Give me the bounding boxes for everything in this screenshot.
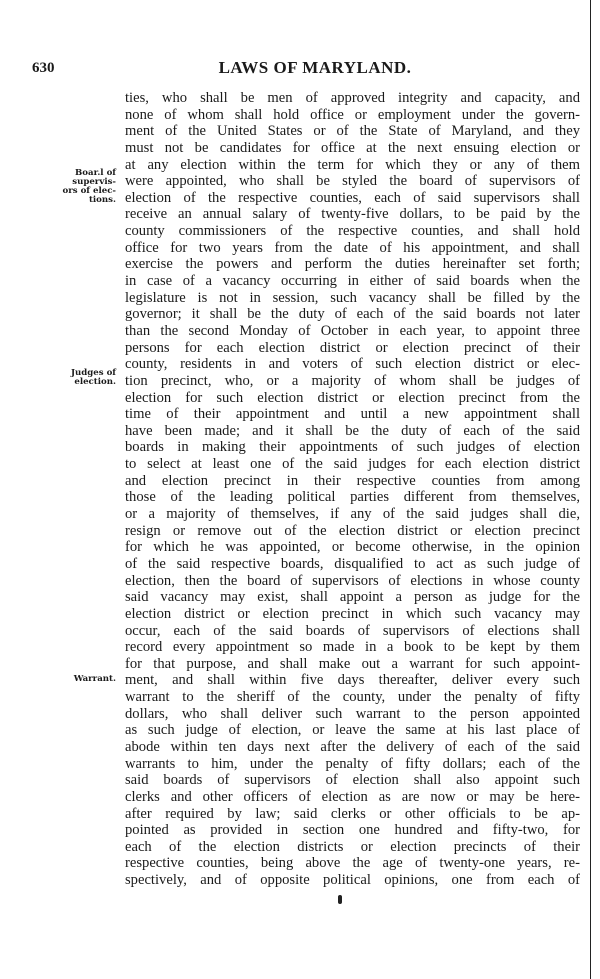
text-line: said boards of supervisors of election shall also appoint such (125, 772, 580, 789)
text-line: abode within ten days next after the delivery of each of the said (125, 738, 580, 755)
text-line: record every appointment so made in a book to be kept by them (125, 639, 580, 656)
text-line: respective counties, being above the age of twenty-one years, re- (125, 855, 580, 872)
text-line: occur, each of the said boards of supervisors of elections shall (125, 622, 580, 639)
text-line: warrant to the sheriff of the county, under the penalty of fifty (125, 689, 580, 706)
text-line: as such judge of election, or leave the same at his last place of (125, 722, 580, 739)
margin-note-line: Boar.l of (75, 168, 116, 179)
text-line: resign or remove out of the election district or election precinct (125, 522, 580, 539)
text-line: election district or election precinct in which such vacancy may (125, 605, 580, 622)
running-title: LAWS OF MARYLAND. (218, 58, 412, 77)
margin-note-line: ors of elec- (62, 186, 116, 197)
text-line: tion precinct, who, or a majority of whom shall be judges of (125, 372, 580, 389)
page-edge (590, 0, 600, 979)
text-line: election of the respective counties, each of said supervisors shall (125, 189, 580, 206)
margin-note-line: tions. (88, 195, 116, 206)
text-line: county commissioners of the respective counties, and shall hold (125, 223, 580, 240)
text-line: and election precinct in their respective counties from among (125, 472, 580, 489)
margin-note (74, 675, 116, 684)
text-line: persons for each election district or election precinct of their (125, 339, 580, 356)
text-line: election, then the board of supervisors of elections in whose county (125, 572, 580, 589)
text-line: were appointed, who shall be styled the board of supervisors of (125, 173, 580, 190)
text-line: election for such election district or election precinct from the (125, 389, 580, 406)
text-line: to select at least one of the said judges for each election district (125, 456, 580, 473)
text-line: legislature is not in session, such vacancy shall be filled by the (125, 289, 580, 306)
text-line: for that purpose, and shall make out a warrant for such appoint- (125, 655, 580, 672)
margin-note-line: election. (74, 377, 116, 388)
text-line: have been made; and it shall be the duty of each of the said (125, 422, 580, 439)
text-line: said vacancy may exist, shall appoint a person as judge for the (125, 589, 580, 606)
text-line: boards in making their appointments of such judges of election (125, 439, 580, 456)
text-line: at any election within the term for which they or any of them (125, 156, 580, 173)
text-line: governor; it shall be the duty of each of the said boards not later (125, 306, 580, 323)
text-line: than the second Monday of October in each year, to appoint three (125, 322, 580, 339)
margin-note (62, 169, 116, 205)
text-line: exercise the powers and perform the duties hereinafter set forth; (125, 256, 580, 273)
text-line: pointed as provided in section one hundred and fifty-two, for (125, 822, 580, 839)
text-line: ment of the United States or of the State of Maryland, and they (125, 123, 580, 140)
text-line: after required by law; said clerks or other officials to be ap- (125, 805, 580, 822)
text-line: ties, who shall be men of approved integrity and capacity, and (125, 90, 580, 106)
text-line: or a majority of themselves, if any of the said judges shall die, (125, 506, 580, 523)
margin-note (71, 369, 116, 387)
text-line: clerks and other officers of election as are now or may be here- (125, 788, 580, 805)
margin-note-line: Judges of (70, 368, 116, 379)
text-line: office for two years from the date of his appointment, and shall (125, 239, 580, 256)
margin-note-line: supervis- (72, 177, 116, 188)
text-line: must not be candidates for office at the next ensuing election or (125, 139, 580, 156)
text-line: warrants to him, under the penalty of fifty dollars; each of the (125, 755, 580, 772)
text-line: county, residents in and voters of such election district or elec- (125, 356, 580, 373)
text-line: spectively, and of opposite political opinions, one from each of (125, 872, 580, 889)
text-line: for which he was appointed, or become otherwise, in the opinion (125, 539, 580, 556)
text-line: none of whom shall hold office or employment under the govern- (125, 106, 580, 123)
text-line: receive an annual salary of twenty-five dollars, to be paid by the (125, 206, 580, 223)
text-line: in case of a vacancy occurring in either of said boards when the (125, 273, 580, 290)
ink-mark (338, 895, 342, 904)
text-line: those of the leading political parties different from themselves, (125, 489, 580, 506)
text-line: each of the election districts or election precincts of their (125, 838, 580, 855)
text-line: dollars, who shall deliver such warrant to the person appointed (125, 705, 580, 722)
body-text (125, 90, 580, 889)
page-number: 630 (32, 60, 55, 76)
text-line: of the said respective boards, disqualified to act as such judge of (125, 555, 580, 572)
margin-note-line: Warrant. (73, 673, 116, 684)
text-line: time of their appointment and until a new appointment shall (125, 406, 580, 423)
text-line: ment, and shall within five days thereafter, deliver every such (125, 672, 580, 689)
